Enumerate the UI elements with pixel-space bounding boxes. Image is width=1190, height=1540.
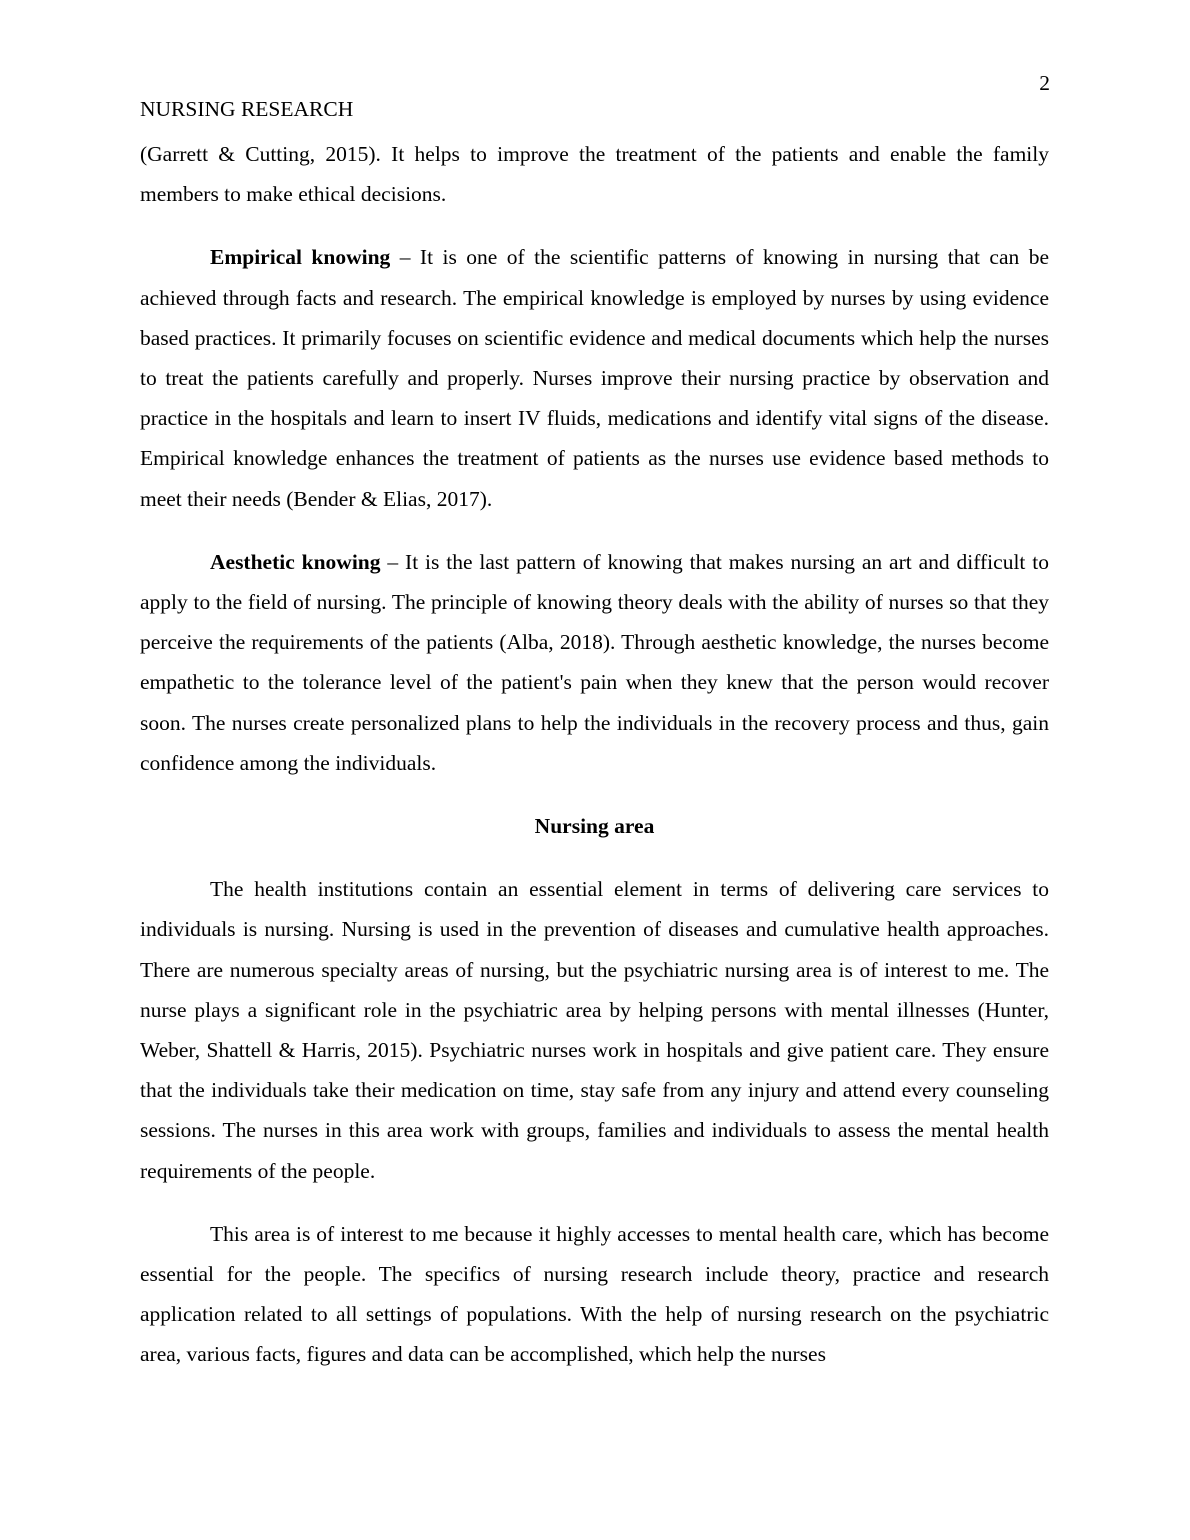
term-empirical-knowing: Empirical knowing [210,245,391,270]
paragraph-aesthetic-knowing [140,542,1049,783]
paragraph-empirical-text: – It is one of the scientific patterns of knowing in nursing that can be achieved through facts and research. The empirical knowledge is employed by nurses by using evidence based practices. It primarily focuses on scientific evidence and medical documents which help the nurses to treat the patients carefully and properly. Nurses improve their nursing practice by observation and practice in the hospitals and learn to insert IV fluids, medications and identify vital signs of the disease. Empirical knowledge enhances the treatment of patients as the nurses use evidence based methods to meet their needs (Bender & Elias, 2017). [140,245,1049,511]
paragraph-empirical-knowing [140,237,1049,518]
document-body [140,134,1049,1398]
paragraph-interest: This area is of interest to me because it highly accesses to mental health care, which has become essential for the people. The specifics of nursing research include theory, practice and research application related to all settings of populations. With the help of nursing research on the psychiatric area, various facts, figures and data can be accomplished, which help the nurses [140,1221,1049,1367]
paragraph-continuation: (Garrett & Cutting, 2015). It helps to improve the treatment of the patients and enable the family members to make ethical decisions. [140,142,1049,207]
term-aesthetic-knowing: Aesthetic knowing [210,549,381,574]
section-heading-nursing-area: Nursing area [534,814,655,839]
page-number: 2 [1039,71,1050,95]
running-head: NURSING RESEARCH [140,97,354,121]
paragraph-aesthetic-text: – It is the last pattern of knowing that makes nursing an art and difficult to apply to the field of nursing. The principle of knowing theory deals with the ability of nurses so that they perceive the requirements of the patients (Alba, 2018). Through aesthetic knowledge, the nurses become empathetic to the tolerance level of the patient's pain when they knew that the person would recover soon. The nurses create personalized plans to help the individuals in the recovery process and thus, gain confidence among the individuals. [140,549,1049,775]
paragraph-nursing-area: The health institutions contain an essential element in terms of delivering care services to individuals is nursing. Nursing is used in the prevention of diseases and cumulative health approaches. There are numerous specialty areas of nursing, but the psychiatric nursing area is of interest to me. The nurse plays a significant role in the psychiatric area by helping persons with mental illnesses (Hunter, Weber, Shattell & Harris, 2015). Psychiatric nurses work in hospitals and give patient care. They ensure that the individuals take their medication on time, stay safe from any injury and attend every counseling sessions. The nurses in this area work with groups, families and individuals to assess the mental health requirements of the people. [140,877,1049,1183]
